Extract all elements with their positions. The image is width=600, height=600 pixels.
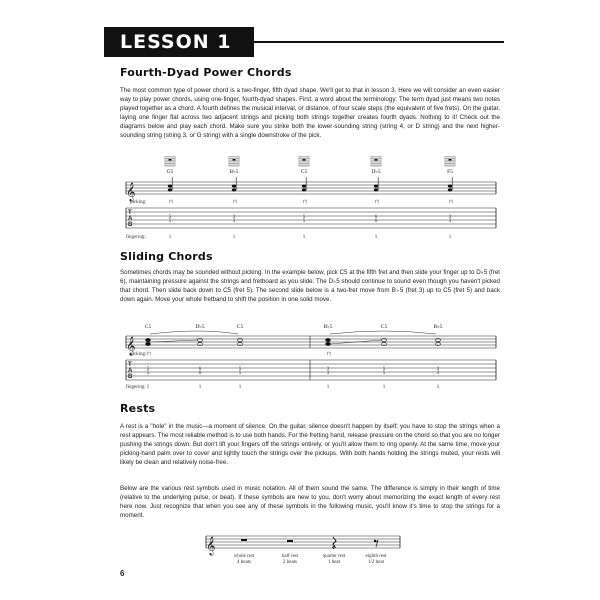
fingering-number: 1 [436,385,440,390]
fingering-number: 1 [448,235,452,240]
note-head [232,189,236,192]
fingering-number: 1 [168,235,172,240]
fingering-number: 1 [238,385,242,390]
fingering-number: 1 [146,385,150,390]
note-head [326,342,331,345]
paragraph-rests-1: A rest is a "hole" in the music—a moment of silence. On the guitar, silence doesn't happen by itself; you have to stop the strings when a rest appears. The most reliable method is to use both hands. For the fretting hand, release pressure on the chord so that you are no longer pushing the strings down. But don't lift your fingers off the strings entirely, or you'll allow them to ring openly. At the same time, move your picking-hand palm over to cover and lightly touch the strings over the pickups. With both hands holding the strings muted, your rests will likely be clean and relatively noise-free. [120,423,500,466]
tab-label: A [128,368,133,374]
tab-fret-number: 6 [374,219,378,224]
chord-name: C5 [144,324,152,330]
header-rule [254,41,504,43]
heading-rests: Rests [120,402,156,415]
eighth-rest-icon [375,540,378,547]
tab-fret-number: 3 [436,371,440,376]
fingering-number: 1 [374,235,378,240]
downstroke-icon: ⊓ [449,200,453,205]
rest-name: whole rest [233,554,255,559]
chord-diagram-barre [233,159,236,161]
rest-name: half rest [281,554,299,559]
note-head [168,189,172,192]
chord-name: F5 [447,169,453,175]
tab-fret-number: 3 [232,219,236,224]
chord-name: B♭5 [433,324,443,330]
paragraph-fourth-dyad: The most common type of power chord is a two-finger, fifth dyad shape. We'll get to that in lesson 3. Here we will consider an even easier way to play power chords, using one-finger, fourth-dyad shapes. First, a word about the terminology: The term dyad just means two notes played together as a chord. A fourth defines the musical interval, or distance, of four scale steps (the equivalent of five frets). On the guitar, laying one finger flat across two adjacent strings and picking both strings together creates fourth dyads. Nothing to it! Check out the diagrams below and play each chord. Make sure you strike both the lower-sounding string (string 4, or D string) and the next higher-sounding string (string 3, or G string) with a single downstroke of the pick. [120,87,500,139]
downstroke-icon: ⊓ [327,352,331,357]
treble-clef-icon: 𝄞 [126,182,136,201]
fingering-label: fingering: [126,235,146,240]
note-head [302,189,306,192]
paragraph-sliding-chords: Sometimes chords may be sounded without picking. In the example below, pick C5 at the fifth fret and then slide your finger up to D♭5 (fret 6), maintaining pressure against the strings and fretboard as you slide. The D♭5 should continue to sound even though you haven't picked that chord. Then slide back down to C5 (fret 5). The second slide below is a two-fret move from B♭5 (fret 3) up to C5 (fret 5) and back down again. Move your whole fretband to shift the position in one solid move. [120,269,500,303]
picking-label: picking: [130,352,147,357]
treble-clef-icon: 𝄞 [126,336,136,355]
tab-label: T [128,362,132,368]
tab-fret-number: 5 [302,219,306,224]
downstroke-icon: ⊓ [233,200,237,205]
chord-name: D♭5 [371,169,381,175]
note-head [326,338,331,341]
fingering-number: 1 [198,385,202,390]
rest-name: eighth rest [365,554,387,559]
fingering-number: 1 [326,385,330,390]
downstroke-icon: ⊓ [147,352,151,357]
example-fourth-dyad-figure [120,156,500,242]
slur-line [330,331,436,334]
tab-label: B [128,222,133,228]
chord-name: C5 [236,324,244,330]
page-number: 6 [120,569,125,578]
tab-fret-number: 3 [436,367,440,372]
rest-name: quarter rest [322,554,346,559]
tab-fret-number: 3 [326,371,330,376]
picking-label: picking: [130,200,147,205]
tab-fret-number: 5 [382,371,386,376]
heading-sliding-chords: Sliding Chords [120,250,213,263]
tab-fret-number: 5 [146,371,150,376]
chord-name: B♭5 [323,324,333,330]
rest-beats: 2 beats [282,560,298,565]
rest-beats: 1/2 beat [368,560,384,565]
note-head [168,185,172,188]
chord-name: B♭5 [229,169,239,175]
example-sliding-figure [120,322,500,390]
fingering-number: 1 [382,385,386,390]
note-head [232,185,236,188]
tab-fret-number: 3 [326,367,330,372]
heading-fourth-dyad: Fourth-Dyad Power Chords [120,66,292,79]
tab-fret-number: 3 [448,215,452,220]
chord-name: D♭5 [195,324,205,330]
downstroke-icon: ⊓ [303,200,307,205]
slide-line [150,340,198,342]
fingering-number: 1 [232,235,236,240]
note-head [146,342,151,345]
tab-label: A [128,216,133,222]
example-1-notation [120,156,500,242]
tab-fret-number: 5 [382,367,386,372]
tab-label: B [128,374,133,380]
note-head [448,185,452,188]
whole-rest-icon [241,539,247,541]
chord-name: C5 [380,324,388,330]
half-rest-icon [287,540,293,542]
tab-fret-number: 3 [232,215,236,220]
note-head [374,189,378,192]
downstroke-icon: ⊓ [169,200,173,205]
book-page [104,22,500,582]
tab-fret-number: 6 [374,215,378,220]
tab-fret-number: 5 [238,371,242,376]
downstroke-icon: ⊓ [375,200,379,205]
tab-label: T [128,210,132,216]
rest-symbols-figure [204,532,404,568]
tab-fret-number: 5 [168,219,172,224]
fingering-label: fingering: [126,385,146,390]
tab-fret-number: 3 [448,219,452,224]
note-head [374,185,378,188]
note-head [448,189,452,192]
rest-symbols-notation [204,532,404,568]
tab-fret-number: 5 [302,215,306,220]
example-2-notation [120,322,500,390]
tab-fret-number: 6 [198,371,202,376]
chord-name: C5 [300,169,308,175]
tab-fret-number: 5 [238,367,242,372]
rest-beats: 4 beats [236,560,252,565]
chord-diagram-barre [303,159,306,161]
treble-clef-icon: 𝄞 [206,536,216,555]
tab-fret-number: 5 [168,215,172,220]
chord-diagram-barre [375,159,378,161]
slur-line [150,331,238,334]
paragraph-rests-2: Below are the various rest symbols used in music notation. All of them sound the same. The difference is simply in their length of time (relative to the underlying pulse, or beat). If these symbols are new to you, don't worry about memorizing the exact length of every rest here now. Just recognize that when you see any of these symbols in the following music, you'll know it's time to stop the strings for a moment. [120,485,500,519]
tab-fret-number: 6 [198,367,202,372]
tab-fret-number: 5 [146,367,150,372]
note-head [302,185,306,188]
chord-diagram-barre [449,159,452,161]
note-head [146,338,151,341]
fingering-number: 1 [302,235,306,240]
chord-diagram-barre [169,159,172,161]
lesson-banner: LESSON 1 [104,27,254,57]
chord-name: G5 [166,169,174,175]
rest-beats: 1 beat [327,560,341,565]
